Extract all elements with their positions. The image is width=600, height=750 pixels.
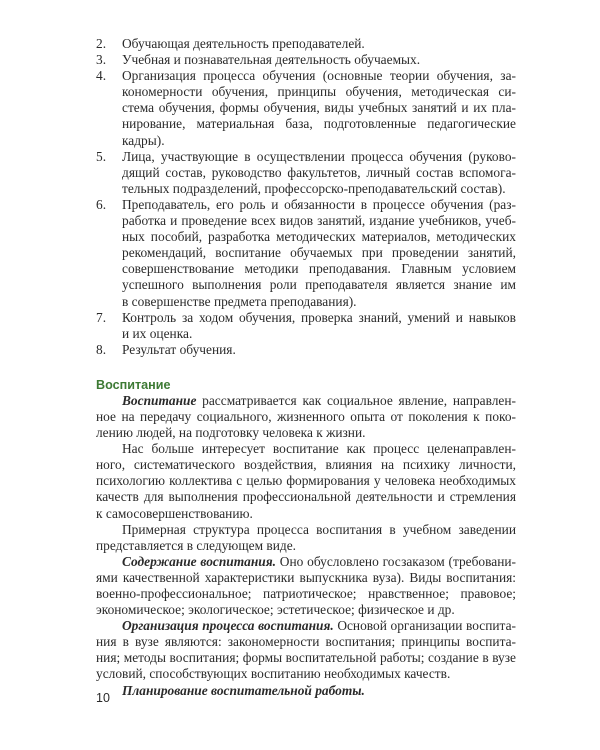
paragraph-line: к самосовершенствованию. (96, 505, 253, 521)
list-item-text (122, 68, 516, 148)
list-item-number: 5. (96, 148, 107, 164)
paragraph-upbringing-definition (96, 393, 516, 441)
list-item-text (122, 36, 516, 52)
list-item-line: тельных подразделений, профессорско-преподавательский состав). (122, 180, 506, 196)
paragraph-line: Примерная структура процесса воспитания в учебном заведении (122, 521, 516, 537)
list-item-line: ных пособий, разработка методических материалов, методических (122, 229, 516, 245)
list-item-line: кадры). (122, 132, 165, 148)
list-item (96, 36, 516, 52)
list-item-line: Лица, участвующие в осуществлении процесса обучения (руково- (122, 148, 516, 164)
list-item-line: Организация процесса обучения (основные теории обучения, за- (122, 68, 516, 84)
paragraph-line (96, 683, 516, 699)
list-item-line: нирование, материальная база, подготовленные педагогические (122, 116, 516, 132)
list-item-line: Обучающая деятельность преподавателей. (122, 36, 365, 51)
list-item-number: 2. (96, 36, 107, 51)
numbered-list (96, 36, 516, 358)
list-item (96, 149, 516, 197)
paragraph-line: Воспитание рассматривается как социальное явление, направлен- (122, 392, 516, 408)
paragraph-line: Содержание воспитания. Оно обусловлено госзаказом (требовани- (122, 553, 516, 569)
paragraph-line: экономическое; экологическое; эстетическое; физическое и др. (96, 602, 455, 618)
list-item-number: 3. (96, 52, 107, 68)
list-item-number: 7. (96, 309, 107, 325)
paragraph-process (96, 441, 516, 521)
list-item-line: Результат обучения. (122, 341, 236, 357)
paragraph-organization (96, 618, 516, 682)
list-item-line: Преподаватель, его роль и обязанности в процессе обучения (раз- (122, 196, 516, 212)
emphasis-term: Содержание воспитания. (122, 553, 276, 569)
page-content (96, 36, 516, 699)
paragraph-line: ния; методы воспитания; формы воспитательной работы; создание в вузе (96, 650, 516, 666)
paragraph-planning (96, 683, 516, 699)
list-item-text (122, 197, 516, 310)
paragraph-line: военно-профессиональное; патриотическое; нравственное; правовое; (96, 586, 516, 601)
list-item-text (122, 52, 516, 68)
paragraph-line: лению людей, на подготовку человека к жизни. (96, 425, 366, 441)
list-item-line: Учебная и познавательная деятельность обучаемых. (122, 52, 421, 68)
section-heading: Воспитание (96, 377, 171, 392)
list-item-text (122, 310, 516, 342)
list-item (96, 310, 516, 342)
emphasis-term: Планирование воспитательной работы. (122, 682, 365, 698)
paragraph-line: ного, систематического воздействия, влияния на психику личности, (96, 457, 516, 473)
list-item-line: стема обучения, формы обучения, виды учебных занятий и их пла- (122, 100, 516, 116)
list-item-text (122, 149, 516, 197)
page-number: 10 (96, 691, 110, 705)
list-item (96, 342, 516, 358)
list-item (96, 52, 516, 68)
paragraph-line: ное на передачу социального, жизненного опыта от поколения к поко- (96, 408, 516, 424)
list-item-line: в совершенстве предмета преподавания). (122, 293, 357, 309)
paragraph-line: Организация процесса воспитания. Основой организации воспита- (122, 618, 516, 634)
list-item-text (122, 342, 516, 358)
list-item-line: Контроль за ходом обучения, проверка знаний, умений и навыков (122, 309, 516, 325)
paragraph-structure (96, 522, 516, 554)
list-item-number: 8. (96, 341, 107, 357)
emphasis-term: Организация процесса воспитания. (122, 618, 334, 634)
list-item-line: работка и проведение всех видов занятий, издание учебников, учеб- (122, 213, 516, 229)
emphasis-term: Воспитание (122, 392, 197, 408)
list-item (96, 68, 516, 148)
list-item-line: дящий состав, руководство факультетов, личный состав вспомога- (122, 164, 516, 180)
list-item-line: рекомендаций, воспитание обучаемых при проведении занятий, (122, 245, 516, 261)
paragraph-line: условий, способствующих воспитанию необходимых качеств. (96, 666, 451, 682)
list-item-number: 4. (96, 68, 107, 84)
paragraph-line: представляется в следующем виде. (96, 537, 296, 553)
list-item-line: кономерности обучения, принципы обучения, методическая си- (122, 84, 516, 100)
list-item (96, 197, 516, 310)
paragraph-content (96, 554, 516, 618)
paragraph-line: психологию коллектива с целью формирования у человека необходимых (96, 473, 516, 489)
list-item-line: совершенствование методики преподавания. Главным условием (122, 261, 516, 277)
list-item-line: и их оценка. (122, 325, 193, 341)
paragraph-line: качеств для выполнения профессиональной деятельности и стремления (96, 489, 516, 505)
list-item-line: успешного выполнения роли преподавателя является знание им (122, 277, 516, 293)
paragraph-line: ния в вузе являются: закономерности воспитания; принципы воспита- (96, 634, 516, 650)
list-item-number: 6. (96, 196, 107, 212)
paragraph-line: ями качественной характеристики выпускника вуза). Виды воспитания: (96, 569, 516, 585)
paragraph-line: Нас больше интересует воспитание как процесс целенаправлен- (122, 441, 516, 457)
